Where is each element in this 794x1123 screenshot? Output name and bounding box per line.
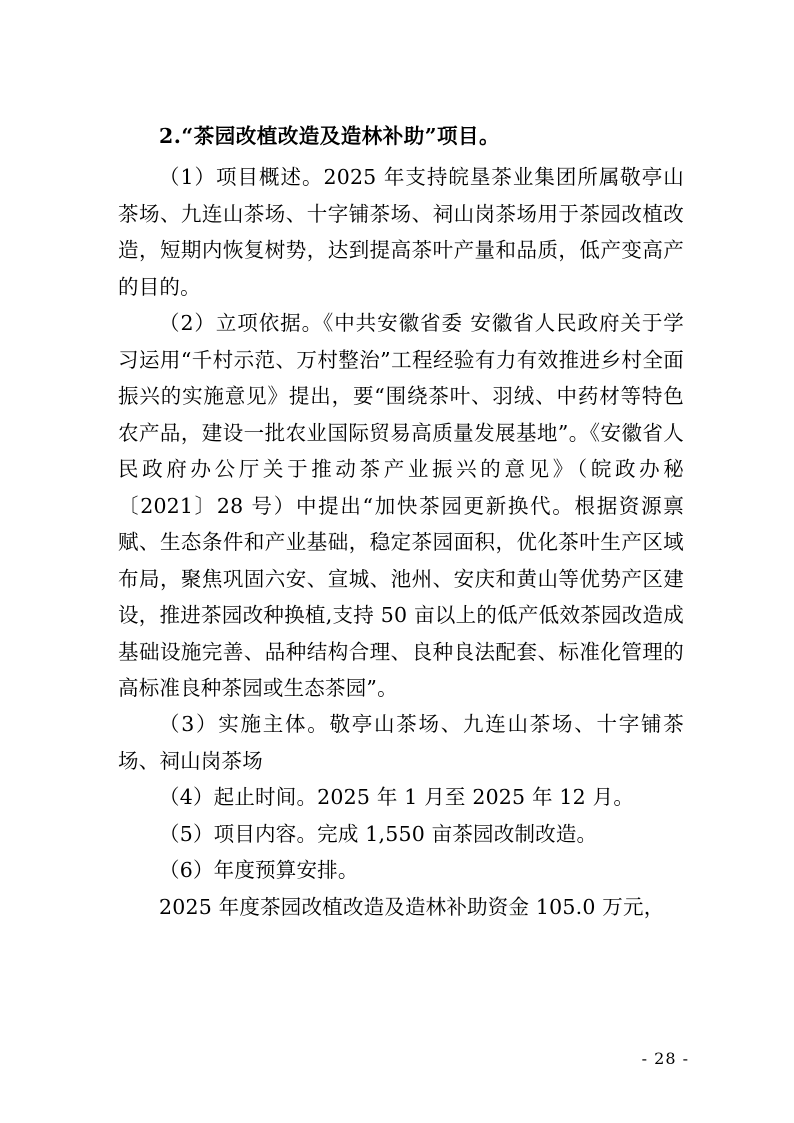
section-heading: 2.“茶园改植改造及造林补助”项目。 [159,124,500,148]
paragraph-2: （2）立项依据。《中共安徽省委 安徽省人民政府关于学习运用“千村示范、万村整治”工程经验有力有效推进乡村全面振兴的实施意见》提出，要“围绕茶叶、羽绒、中药材等特色农产品，建设一批农业国际贸易高质量发展基地”。《安徽省人民政府办公厅关于推动茶产业振兴的意见》（皖政办秘〔2021〕28 号）中提出“加快茶园更新换代。根据资源禀赋、生态条件和产业基础，稳定茶园面积，优化茶叶生产区域布局，聚焦巩固六安、宣城、池州、安庆和黄山等优势产区建设，推进茶园改种换植,支持 50 亩以上的低产低效茶园改造成基础设施完善、品种结构合理、良种良法配套、标准化管理的高标准良种茶园或生态茶园”。 [118,311,684,700]
paragraph-1: （1）项目概述。2025 年支持皖垦茶业集团所属敬亭山茶场、九连山茶场、十字铺茶场、祠山岗茶场用于茶园改植改造，短期内恢复树势，达到提高茶叶产量和品质，低产变高产的目的。 [118,165,684,299]
paragraph-6: （6）年度预算安排。 [159,858,359,883]
paragraph-5: （5）项目内容。完成 1,550 亩茶园改制改造。 [159,821,598,846]
page-number: - 28 - [641,1049,689,1068]
page-content [118,120,684,925]
paragraph-4: （4）起止时间。2025 年 1 月至 2025 年 12 月。 [159,785,635,810]
paragraph-7: 2025 年度茶园改植改造及造林补助资金 105.0 万元， [159,894,665,919]
paragraph-3: （3）实施主体。敬亭山茶场、九连山茶场、十字铺茶场、祠山岗茶场 [118,712,684,773]
